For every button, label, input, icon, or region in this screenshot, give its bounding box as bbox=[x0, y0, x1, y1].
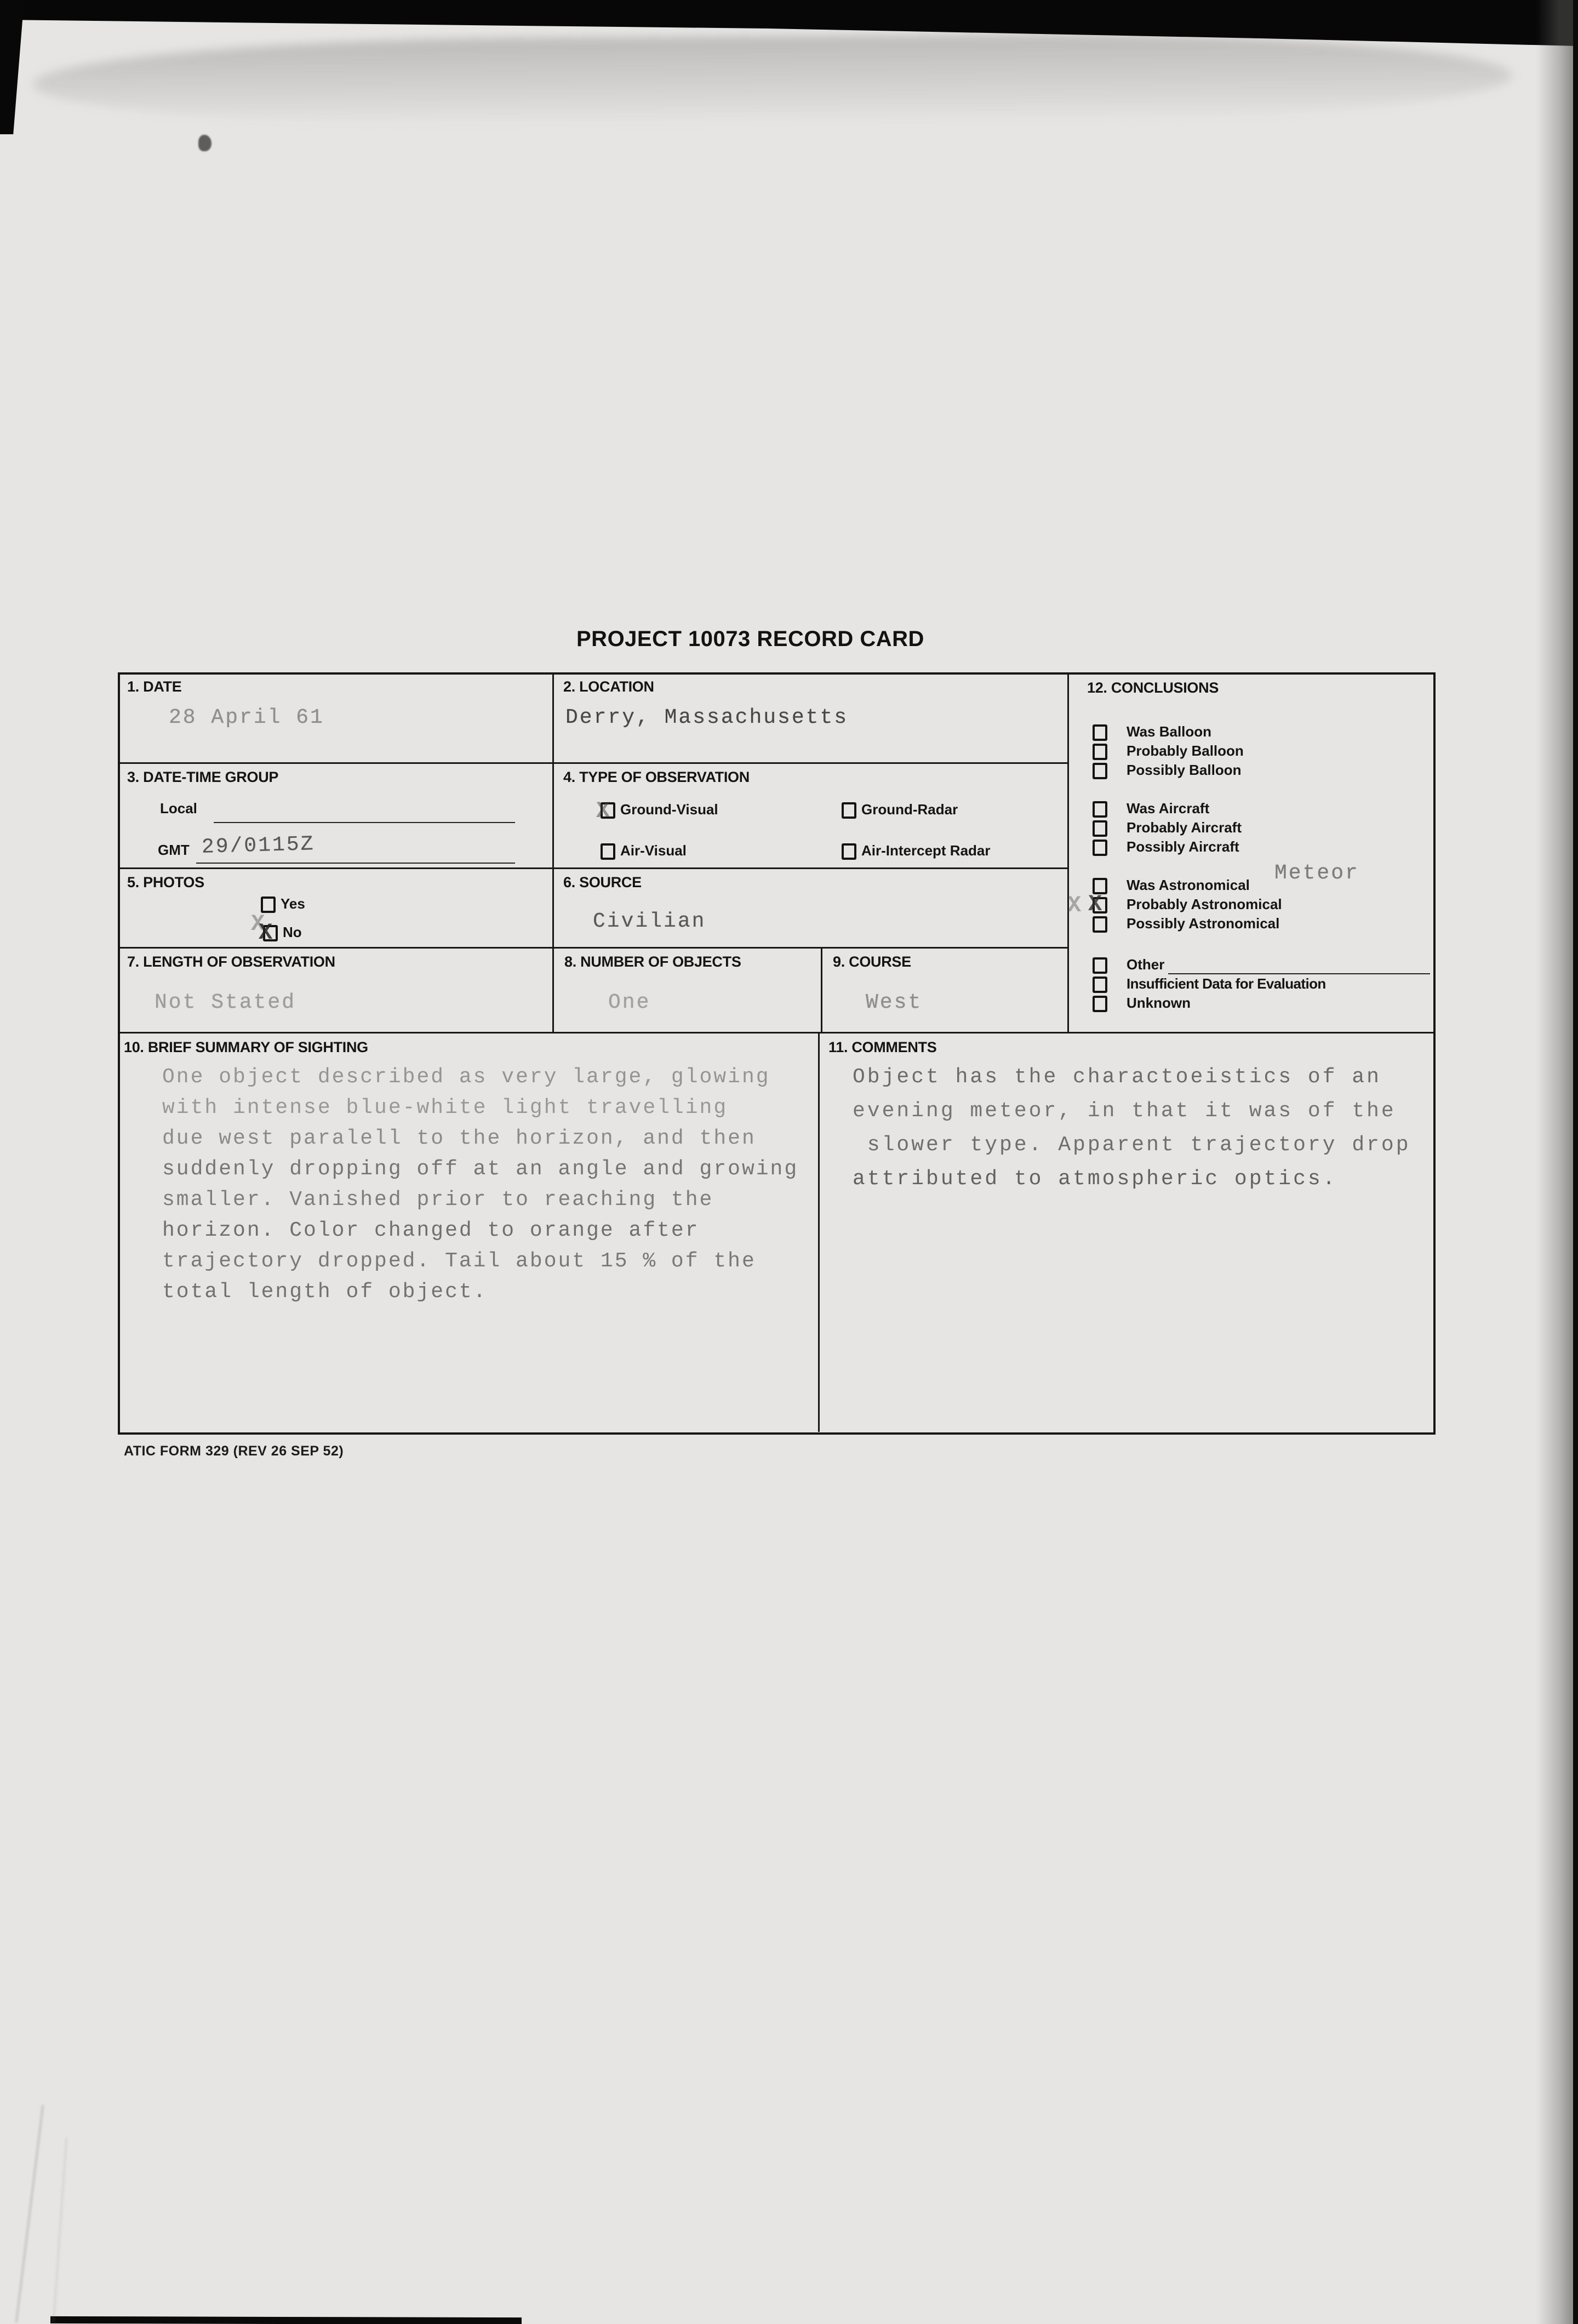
local-label: Local bbox=[160, 800, 197, 816]
probably-aircraft-label: Probably Aircraft bbox=[1127, 819, 1242, 836]
photos-label: 5. PHOTOS bbox=[127, 874, 204, 890]
grid-line bbox=[552, 675, 554, 1032]
other-checkbox[interactable] bbox=[1093, 957, 1107, 974]
course-value: West bbox=[866, 991, 923, 1014]
grid-line bbox=[120, 947, 1068, 949]
conclusions-label: 12. CONCLUSIONS bbox=[1087, 680, 1219, 696]
paper-crease bbox=[53, 2137, 67, 2323]
possibly-balloon-label: Possibly Balloon bbox=[1127, 762, 1242, 778]
summary-line: due west paralell to the horizon, and then bbox=[162, 1127, 756, 1150]
form-number: ATIC FORM 329 (REV 26 SEP 52) bbox=[124, 1443, 344, 1459]
gmt-blank-line[interactable] bbox=[196, 863, 515, 864]
type-of-observation-label: 4. TYPE OF OBSERVATION bbox=[563, 769, 750, 785]
insufficient-data-checkbox[interactable] bbox=[1093, 977, 1107, 993]
grid-line bbox=[120, 762, 1068, 764]
number-of-objects-label: 8. NUMBER OF OBJECTS bbox=[564, 953, 741, 970]
probably-balloon-checkbox[interactable] bbox=[1093, 744, 1107, 760]
length-of-observation-label: 7. LENGTH OF OBSERVATION bbox=[127, 953, 335, 970]
summary-line: total length of object. bbox=[162, 1280, 488, 1304]
other-label: Other bbox=[1127, 956, 1165, 973]
summary-label: 10. BRIEF SUMMARY OF SIGHTING bbox=[124, 1039, 368, 1055]
course-label: 9. COURSE bbox=[833, 953, 911, 970]
comments-line: evening meteor, in that it was of the bbox=[853, 1099, 1396, 1123]
possibly-aircraft-checkbox[interactable] bbox=[1093, 840, 1107, 856]
number-of-objects-value: One bbox=[608, 991, 651, 1014]
probably-balloon-label: Probably Balloon bbox=[1127, 743, 1244, 759]
comments-label: 11. COMMENTS bbox=[828, 1039, 937, 1055]
ground-visual-checkmark: X bbox=[596, 798, 610, 824]
was-astronomical-annotation: Meteor bbox=[1274, 861, 1359, 885]
probably-astronomical-checkmark: X bbox=[1088, 891, 1102, 917]
air-intercept-radar-checkbox[interactable] bbox=[842, 843, 856, 860]
was-astronomical-label: Was Astronomical bbox=[1127, 877, 1250, 893]
paper-crease bbox=[15, 2105, 44, 2323]
possibly-astronomical-checkbox[interactable] bbox=[1093, 916, 1107, 933]
ink-smudge bbox=[198, 135, 211, 151]
ground-radar-label: Ground-Radar bbox=[861, 801, 958, 818]
scan-bottom-black-edge bbox=[50, 2316, 522, 2324]
photos-no-label: No bbox=[283, 924, 302, 940]
air-visual-checkbox[interactable] bbox=[601, 843, 615, 860]
unknown-checkbox[interactable] bbox=[1093, 996, 1107, 1012]
comments-line: slower type. Apparent trajectory drop bbox=[853, 1133, 1411, 1157]
grid-line bbox=[120, 1032, 1433, 1033]
air-visual-label: Air-Visual bbox=[620, 842, 687, 859]
scan-left-black-edge bbox=[0, 0, 24, 134]
was-balloon-label: Was Balloon bbox=[1127, 723, 1212, 740]
grid-line bbox=[120, 867, 1068, 869]
grid-line bbox=[818, 1032, 820, 1432]
date-value: 28 April 61 bbox=[169, 706, 324, 729]
location-value: Derry, Massachusetts bbox=[565, 706, 849, 729]
summary-line: horizon. Color changed to orange after bbox=[162, 1219, 700, 1242]
air-intercept-radar-label: Air-Intercept Radar bbox=[861, 842, 991, 859]
unknown-label: Unknown bbox=[1127, 995, 1191, 1011]
probably-aircraft-checkbox[interactable] bbox=[1093, 820, 1107, 837]
possibly-aircraft-label: Possibly Aircraft bbox=[1127, 838, 1239, 855]
source-label: 6. SOURCE bbox=[563, 874, 642, 890]
possibly-balloon-checkbox[interactable] bbox=[1093, 763, 1107, 779]
gmt-value: 29/0115Z bbox=[201, 832, 315, 859]
other-blank-line[interactable] bbox=[1168, 973, 1430, 974]
ground-radar-checkbox[interactable] bbox=[842, 802, 856, 819]
summary-line: trajectory dropped. Tail about 15 % of the bbox=[162, 1249, 756, 1273]
source-value: Civilian bbox=[593, 910, 706, 933]
was-aircraft-label: Was Aircraft bbox=[1127, 800, 1210, 816]
comments-line: attributed to atmospheric optics. bbox=[853, 1167, 1337, 1191]
probably-astronomical-checkmark-ghost: X bbox=[1067, 892, 1082, 918]
summary-line: smaller. Vanished prior to reaching the bbox=[162, 1188, 714, 1212]
was-balloon-checkbox[interactable] bbox=[1093, 724, 1107, 741]
gmt-label: GMT bbox=[158, 842, 190, 858]
photos-no-checkmark-ghost: X bbox=[251, 911, 265, 937]
photos-yes-label: Yes bbox=[281, 895, 305, 912]
date-label: 1. DATE bbox=[127, 678, 182, 695]
comments-line: Object has the charactoeistics of an bbox=[853, 1065, 1381, 1089]
scan-shade-band bbox=[33, 32, 1513, 128]
length-of-observation-value: Not Stated bbox=[155, 991, 296, 1014]
grid-line bbox=[1067, 675, 1069, 1032]
insufficient-data-label: Insufficient Data for Evaluation bbox=[1127, 975, 1326, 992]
probably-astronomical-label: Probably Astronomical bbox=[1127, 896, 1282, 912]
local-blank-line[interactable] bbox=[214, 822, 515, 823]
ground-visual-label: Ground-Visual bbox=[620, 801, 718, 818]
location-label: 2. LOCATION bbox=[563, 678, 654, 695]
summary-line: One object described as very large, glowing bbox=[162, 1065, 770, 1089]
photos-no-checkmark: X bbox=[259, 920, 273, 946]
form-title: PROJECT 10073 RECORD CARD bbox=[576, 627, 924, 651]
summary-line: with intense blue-white light travelling bbox=[162, 1096, 728, 1120]
grid-line bbox=[821, 947, 822, 1032]
date-time-group-label: 3. DATE-TIME GROUP bbox=[127, 769, 279, 785]
summary-line: suddenly dropping off at an angle and growing bbox=[162, 1157, 799, 1181]
scan-right-black-edge bbox=[1573, 0, 1578, 2324]
was-aircraft-checkbox[interactable] bbox=[1093, 801, 1107, 818]
scan-right-shadow bbox=[1536, 0, 1578, 2324]
possibly-astronomical-label: Possibly Astronomical bbox=[1127, 915, 1280, 932]
